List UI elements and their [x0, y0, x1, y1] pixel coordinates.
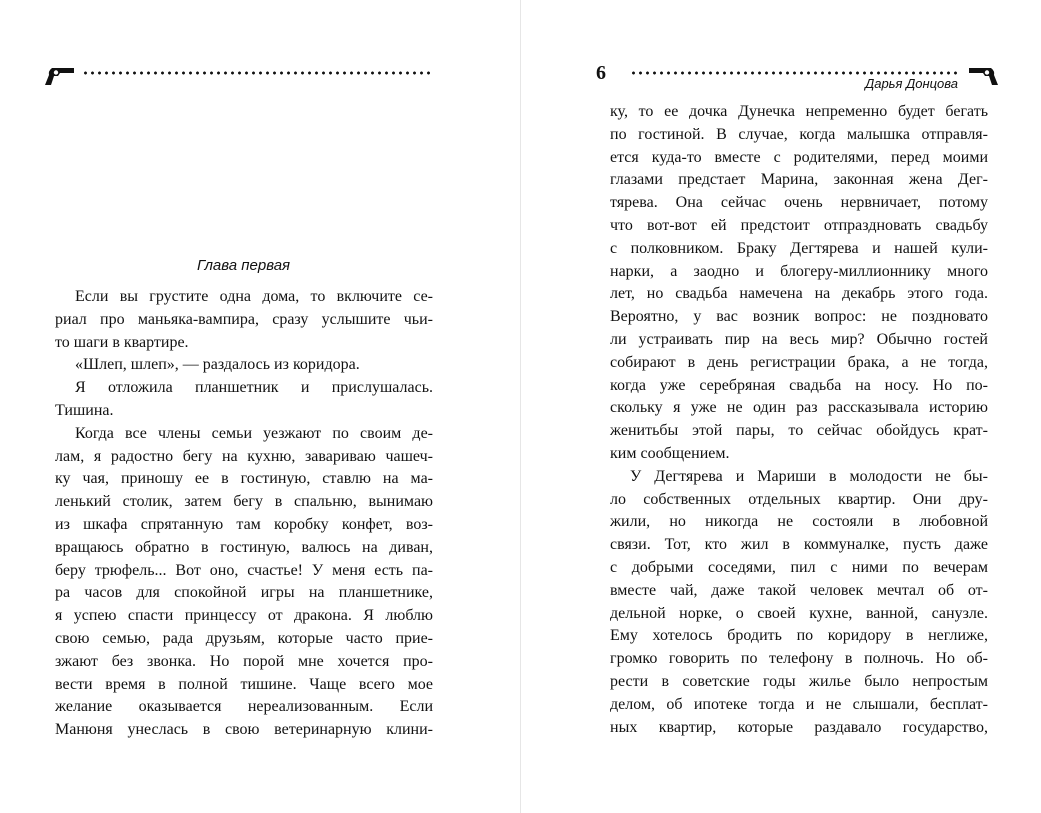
- text-line: собирают в день регистрации брака, а не тогда,: [610, 353, 988, 371]
- text-line: глазами предстает Марина, законная жена Дег-: [610, 171, 988, 189]
- text-line: делом, об ипотеке тогда и не слышали, бесплат-: [610, 695, 988, 713]
- text-line: скольку я уже не один раз рассказывала историю: [610, 399, 988, 417]
- text-line: рести в советские годы жилье было непростым: [610, 672, 988, 690]
- running-header-author: Дарья Донцова: [865, 76, 958, 91]
- text-line: «Шлеп, шлеп», — раздалось из коридора.: [75, 356, 360, 374]
- text-line: ким сообщением.: [610, 444, 730, 462]
- revolver-icon: [967, 66, 999, 86]
- text-line: беру трюфель... Вот оно, счастье! У меня есть па-: [55, 561, 433, 579]
- text-line: ку, то ее дочка Дунечка непременно будет бегать: [610, 103, 988, 120]
- chapter-title: Глава первая: [196, 257, 291, 274]
- text-line: громко говорить по телефону в полночь. Но об-: [610, 650, 988, 668]
- text-line: связи. Тот, кто жил в коммуналке, пусть даже: [610, 536, 988, 554]
- text-line: зжают без звонка. Но порой мне хочется про-: [55, 652, 433, 670]
- text-line: вести время в полной тишине. Чаще всего мое: [55, 675, 433, 693]
- text-line: Манюня унеслась в свою ветеринарную клини-: [55, 721, 433, 739]
- text-line: риал про маньяка-вампира, сразу услышите чьи-: [55, 310, 433, 328]
- header-dotted-rule: [630, 71, 960, 75]
- paragraph: [610, 101, 988, 466]
- book-gutter: [520, 0, 521, 813]
- text-line: тярева. Она сейчас очень нервничает, потому: [610, 194, 988, 212]
- text-line: с полковником. Браку Дегтярева и нашей кули-: [610, 239, 988, 257]
- text-line: что вот-вот ей предстоит отпраздновать свадьбу: [610, 216, 988, 234]
- text-line: ра часов для спокойной игры на планшетнике,: [55, 584, 433, 602]
- text-line: ли устраивать пир на весь мир? Обычно гостей: [610, 330, 988, 348]
- text-line: я успею спасти принцессу от дракона. Я люблю: [55, 607, 433, 625]
- page-number: 6: [596, 62, 606, 84]
- text-line: когда уже серебряная свадьба на носу. Но по-: [610, 376, 988, 394]
- paragraph: [55, 354, 433, 377]
- text-line: ленький столик, затем бегу в спальню, вынимаю: [55, 493, 433, 511]
- text-line: жили, но никогда не состояли в любовной: [610, 513, 988, 531]
- text-line: ку чая, приношу ее в гостиную, ставлю на ма-: [55, 470, 433, 488]
- right-page-body: [610, 101, 988, 739]
- paragraph: [55, 423, 433, 742]
- text-line: Ему хотелось бродить по коридору в неглиже,: [610, 627, 988, 645]
- revolver-icon: [44, 66, 76, 86]
- text-line: Вероятно, у вас возник вопрос: не поздновато: [610, 308, 988, 326]
- text-line: с добрыми соседями, пил с ними по вечерам: [610, 558, 988, 576]
- text-line: желание оказывается нереализованным. Если: [55, 698, 433, 716]
- header-dotted-rule: [82, 71, 434, 75]
- text-line: Тишина.: [55, 401, 114, 419]
- left-page-body: [55, 286, 433, 742]
- text-line: то шаги в квартире.: [55, 333, 189, 351]
- text-line: Если вы грустите одна дома, то включите се-: [75, 288, 433, 305]
- text-line: У Дегтярева и Мариши в молодости не бы-: [630, 467, 988, 485]
- text-line: ло собственных отдельных квартир. Они дру-: [610, 490, 988, 508]
- paragraph: [55, 286, 433, 354]
- text-line: из шкафа спрятанную там коробку конфет, воз-: [55, 515, 433, 533]
- text-line: Я отложила планшетник и прислушалась.: [75, 379, 433, 397]
- text-line: дельной норке, о своей кухне, ванной, санузле.: [610, 604, 988, 622]
- text-line: лам, я радостно бегу на кухню, завариваю чашеч-: [55, 447, 433, 465]
- text-line: ных квартир, которые раздавало государство,: [610, 718, 988, 736]
- paragraph: [610, 466, 988, 740]
- text-line: свою семью, рада друзьям, которые часто прие-: [55, 629, 433, 647]
- text-line: лет, но свадьба намечена на декабрь этого года.: [610, 285, 988, 303]
- text-line: нарки, а заодно и блогеру-миллионнику много: [610, 262, 988, 280]
- text-line: ется куда-то вместе с родителями, перед моими: [610, 148, 988, 166]
- text-line: вместе чай, даже такой человек мечтал об от-: [610, 581, 988, 599]
- paragraph: [55, 377, 433, 423]
- text-line: вращаюсь обратно в гостиную, валюсь на диван,: [55, 538, 433, 556]
- text-line: по гостиной. В случае, когда малышка отправля-: [610, 125, 988, 143]
- text-line: Когда все члены семьи уезжают по своим де-: [75, 424, 433, 442]
- text-line: женитьбы этой пары, то сейчас обойдусь крат-: [610, 422, 988, 440]
